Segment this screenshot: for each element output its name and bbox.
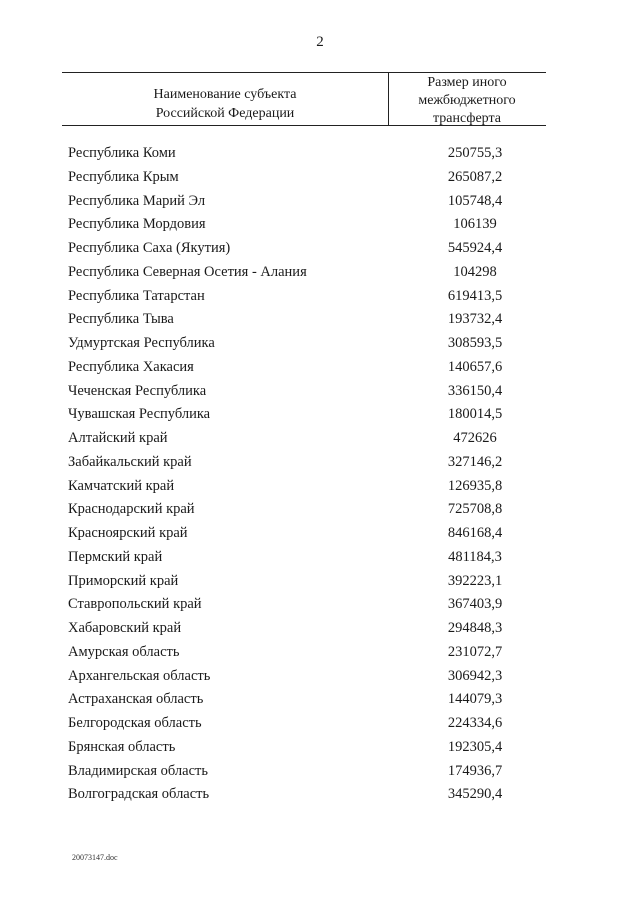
header-subject-name-line: Наименование субъекта: [153, 87, 297, 102]
table-row: [0, 356, 640, 380]
subject-name: Республика Коми: [68, 145, 176, 161]
subject-name: Красноярский край: [68, 525, 188, 541]
footer-file-name: 20073147.doc: [72, 853, 118, 862]
transfer-amount: 481184,3: [448, 548, 502, 565]
transfer-amount: 192305,4: [447, 738, 503, 755]
subject-name: Ставропольский край: [68, 596, 202, 613]
subject-name: Камчатский край: [68, 477, 175, 494]
transfer-amount: 336150,4: [447, 382, 503, 399]
header-transfer-amount-line: Размер иного: [427, 75, 507, 90]
subject-name: Волгоградская область: [68, 786, 210, 803]
table-row: [0, 760, 640, 784]
transfer-amount: 472626: [453, 430, 497, 446]
transfer-amount: 105748,4: [447, 192, 503, 209]
subject-name: Архангельская область: [68, 667, 211, 684]
table-row: [0, 546, 640, 570]
subject-name: Алтайский край: [68, 430, 168, 446]
table-row: [0, 783, 640, 807]
table-row: [0, 498, 640, 522]
subject-name: Хабаровский край: [68, 620, 182, 636]
subject-name: Брянская область: [68, 738, 176, 755]
subject-name: Республика Марий Эл: [68, 192, 206, 209]
table-row: [0, 688, 640, 712]
table-row: [0, 213, 640, 237]
transfer-amount: 104298: [453, 263, 497, 280]
table-row: [0, 475, 640, 499]
header-transfer-amount-line: трансферта: [433, 111, 501, 126]
table-row: [0, 522, 640, 546]
subject-name: Забайкальский край: [68, 453, 192, 470]
transfer-amount: 265087,2: [447, 168, 503, 185]
transfer-amount: 193732,4: [447, 311, 503, 328]
table-row: [0, 617, 640, 641]
transfer-amount: 308593,5: [447, 335, 503, 351]
transfer-amount: 231072,7: [447, 643, 503, 660]
table-row: [0, 665, 640, 689]
table-row: [0, 332, 640, 356]
transfer-amount: 294848,3: [447, 620, 503, 636]
transfer-amount: 180014,5: [447, 406, 503, 423]
subject-name: Краснодарский край: [68, 501, 195, 518]
table-row: [0, 166, 640, 190]
transfer-amount: 174936,7: [447, 762, 503, 779]
transfer-amount: 725708,8: [447, 501, 503, 518]
transfer-amount: 345290,4: [447, 786, 503, 803]
table-row: [0, 712, 640, 736]
transfer-amount: 144079,3: [447, 691, 503, 708]
header-subject-name-line: Российской Федерации: [155, 106, 295, 121]
header-transfer-amount: [388, 74, 546, 128]
subject-name: Астраханская область: [68, 691, 204, 708]
table-row: [0, 570, 640, 594]
transfer-amount: 545924,4: [447, 240, 503, 256]
table-row: [0, 308, 640, 332]
subject-name: Удмуртская Республика: [68, 335, 215, 351]
header-transfer-amount-line: межбюджетного: [418, 93, 516, 108]
table-header: [62, 72, 546, 126]
transfer-amount: 619413,5: [447, 287, 503, 304]
subject-name: Амурская область: [68, 643, 180, 660]
subject-name: Республика Мордовия: [68, 216, 206, 233]
transfer-amount: 126935,8: [447, 477, 503, 494]
table-row: [0, 403, 640, 427]
transfer-amount: 306942,3: [447, 667, 503, 684]
subject-name: Владимирская область: [68, 762, 208, 779]
table-row: [0, 593, 640, 617]
subject-name: Республика Крым: [68, 168, 179, 185]
transfer-amount: 106139: [453, 216, 497, 233]
subject-name: Республика Северная Осетия - Алания: [68, 263, 307, 280]
table-row: [0, 641, 640, 665]
transfer-amount: 224334,6: [447, 715, 503, 731]
header-subject-name: [62, 85, 388, 123]
table-row: [0, 190, 640, 214]
subject-name: Республика Тыва: [68, 311, 174, 328]
subject-name: Чеченская Республика: [68, 382, 207, 399]
subject-name: Республика Хакасия: [68, 358, 194, 375]
table-row: [0, 261, 640, 285]
table-row: [0, 142, 640, 166]
subject-name: Белгородская область: [68, 715, 202, 731]
table-row: [0, 451, 640, 475]
transfer-amount: 140657,6: [447, 358, 503, 375]
subject-name: Республика Саха (Якутия): [68, 240, 231, 256]
subject-name: Приморский край: [68, 572, 179, 589]
page-number: 2: [316, 34, 324, 50]
table-row: [0, 427, 640, 451]
table-row: [0, 736, 640, 760]
transfer-amount: 250755,3: [447, 145, 503, 161]
table-row: [0, 380, 640, 404]
table-row: [0, 237, 640, 261]
subject-name: Чувашская Республика: [68, 406, 211, 423]
table-body: [0, 142, 640, 807]
transfer-amount: 392223,1: [447, 572, 503, 589]
table-row: [0, 285, 640, 309]
transfer-amount: 327146,2: [447, 453, 503, 470]
transfer-amount: 846168,4: [447, 525, 503, 541]
transfer-amount: 367403,9: [447, 596, 503, 613]
subject-name: Пермский край: [68, 548, 163, 565]
subject-name: Республика Татарстан: [68, 287, 205, 304]
